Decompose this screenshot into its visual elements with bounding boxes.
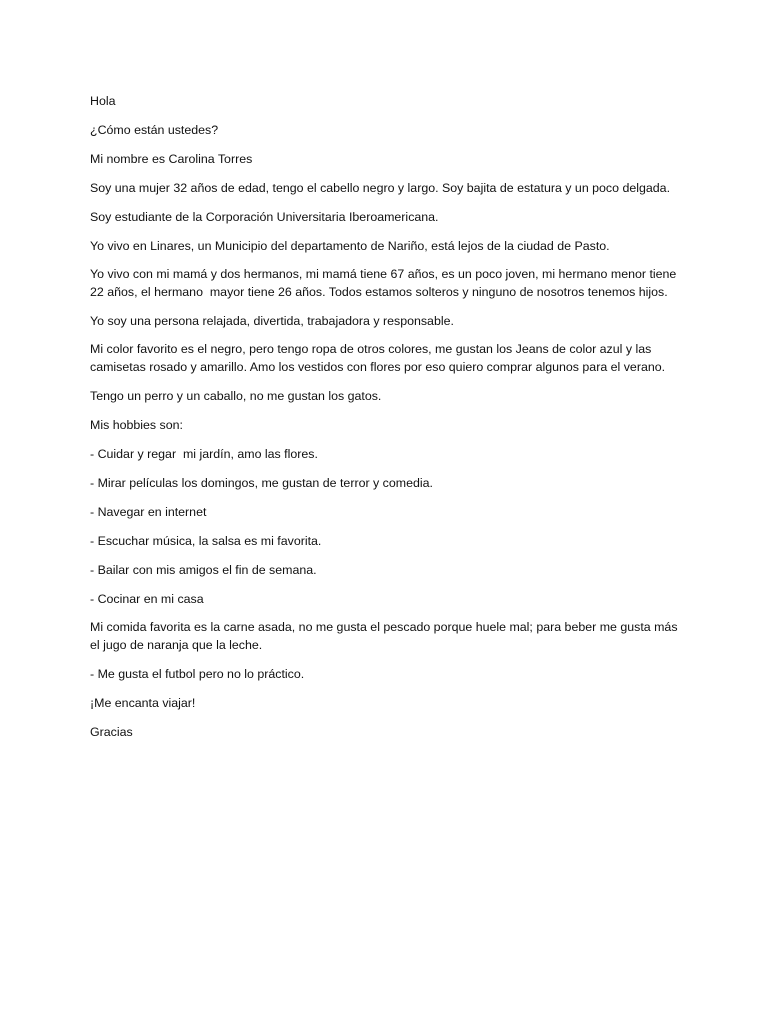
hobby-list-item: - Cocinar en mi casa <box>90 592 204 606</box>
greeting: Hola <box>90 94 116 108</box>
student-paragraph: Soy estudiante de la Corporación Universitaria Iberoamericana. <box>90 210 439 224</box>
hobby-list-item: - Navegar en internet <box>90 505 207 519</box>
pets-paragraph: Tengo un perro y un caballo, no me gustan los gatos. <box>90 389 382 403</box>
name-line: Mi nombre es Carolina Torres <box>90 152 253 166</box>
closing-line: Gracias <box>90 725 133 739</box>
food-paragraph: Mi comida favorita es la carne asada, no me gusta el pescado porque huele mal; para beber me gusta más el jugo de naranja que la leche. <box>90 620 681 652</box>
description-paragraph: Soy una mujer 32 años de edad, tengo el cabello negro y largo. Soy bajita de estatura y un poco delgada. <box>90 181 671 195</box>
hobbies-heading: Mis hobbies son: <box>90 418 183 432</box>
question: ¿Cómo están ustedes? <box>90 123 219 137</box>
hobby-list-item: - Mirar películas los domingos, me gustan de terror y comedia. <box>90 476 433 490</box>
hobby-list-item: - Cuidar y regar mi jardín, amo las flores. <box>90 447 318 461</box>
hobby-list-item: - Escuchar música, la salsa es mi favorita. <box>90 534 322 548</box>
travel-line: ¡Me encanta viajar! <box>90 696 196 710</box>
document-page <box>90 92 690 752</box>
sport-line: - Me gusta el futbol pero no lo práctico. <box>90 667 305 681</box>
family-paragraph: Yo vivo con mi mamá y dos hermanos, mi mamá tiene 67 años, es un poco joven, mi hermano menor tiene 22 años, el hermano mayor tiene 26 años. Todos estamos solteros y ninguno de nosotros tenemos hijos. <box>90 267 680 299</box>
color-paragraph: Mi color favorito es el negro, pero tengo ropa de otros colores, me gustan los Jeans de color azul y las camisetas rosado y amarillo. Amo los vestidos con flores por eso quiero comprar algunos para el verano. <box>90 342 666 374</box>
residence-paragraph: Yo vivo en Linares, un Municipio del departamento de Nariño, está lejos de la ciudad de Pasto. <box>90 239 610 253</box>
personality-paragraph: Yo soy una persona relajada, divertida, trabajadora y responsable. <box>90 314 454 328</box>
hobby-list-item: - Bailar con mis amigos el fin de semana. <box>90 563 317 577</box>
